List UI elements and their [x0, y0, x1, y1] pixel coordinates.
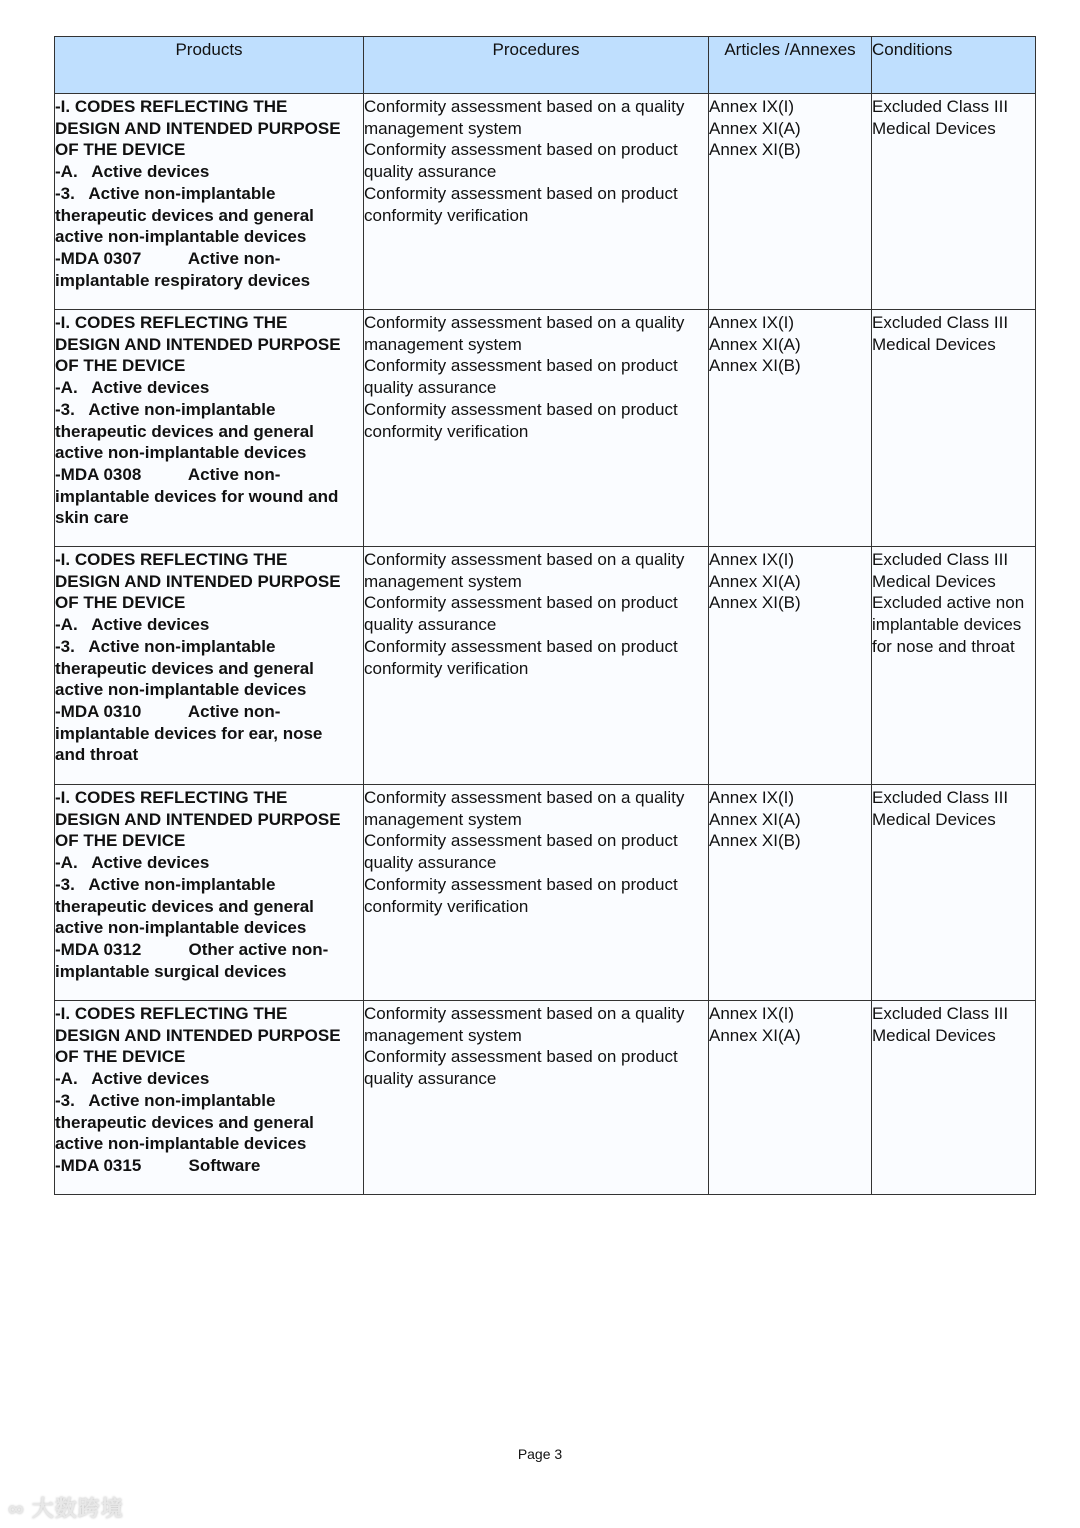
products-line: OF THE DEVICE: [55, 1047, 186, 1067]
procedures-line: quality assurance: [364, 853, 497, 873]
products-line: -MDA 0310 Active non-: [55, 701, 281, 721]
products-line: active non-implantable devices: [55, 1134, 307, 1154]
products-line: -3. Active non-implantable: [55, 874, 276, 894]
procedures-line: conformity verification: [364, 658, 529, 678]
conditions-line: for nose and throat: [872, 636, 1015, 656]
procedures-line: conformity verification: [364, 205, 529, 225]
header-conditions: Conditions: [872, 37, 1036, 94]
annexes-line: Annex XI(B): [709, 831, 801, 851]
procedures-cell: [364, 785, 709, 1001]
procedures-line: Conformity assessment based on product: [364, 399, 678, 419]
conditions-line: Excluded Class III: [872, 313, 1009, 332]
annexes-cell: [709, 94, 872, 310]
procedures-line: management system: [364, 809, 522, 829]
products-line: -MDA 0308 Active non-: [55, 464, 281, 484]
products-line: and throat: [55, 745, 139, 765]
products-line: therapeutic devices and general: [55, 421, 314, 441]
products-line: implantable devices for wound and: [55, 486, 339, 506]
products-line: therapeutic devices and general: [55, 896, 314, 916]
conditions-cell: [872, 547, 1036, 785]
products-line: -I. CODES REFLECTING THE: [55, 97, 288, 116]
products-line: -A. Active devices: [55, 378, 210, 398]
products-line: -MDA 0315 Software: [55, 1155, 261, 1175]
procedures-cell: [364, 94, 709, 310]
procedures-line: Conformity assessment based on product: [364, 356, 678, 376]
products-line: implantable surgical devices: [55, 961, 287, 981]
conformity-table: [54, 36, 1036, 1195]
products-line: skin care: [55, 508, 129, 528]
conditions-line: Excluded Class III: [872, 97, 1009, 116]
annexes-cell: [709, 547, 872, 785]
products-line: active non-implantable devices: [55, 918, 307, 938]
annexes-line: Annex IX(I): [709, 550, 795, 569]
procedures-cell: [364, 310, 709, 547]
products-line: DESIGN AND INTENDED PURPOSE: [55, 809, 341, 829]
annexes-cell: [709, 310, 872, 547]
products-line: -I. CODES REFLECTING THE: [55, 550, 288, 569]
products-line: -MDA 0307 Active non-: [55, 248, 281, 268]
procedures-line: management system: [364, 334, 522, 354]
procedures-line: Conformity assessment based on a quality: [364, 97, 685, 116]
procedures-cell: [364, 1001, 709, 1195]
procedures-line: Conformity assessment based on a quality: [364, 788, 685, 807]
annexes-line: Annex XI(A): [709, 571, 801, 591]
conditions-line: Medical Devices: [872, 571, 996, 591]
annexes-line: Annex XI(A): [709, 118, 801, 138]
procedures-line: quality assurance: [364, 615, 497, 635]
products-cell: [55, 547, 364, 785]
annexes-line: Annex XI(B): [709, 593, 801, 613]
header-procedures: Procedures: [364, 37, 709, 94]
annexes-line: Annex XI(B): [709, 140, 801, 160]
header-row: [55, 37, 1036, 94]
procedures-line: conformity verification: [364, 421, 529, 441]
products-line: OF THE DEVICE: [55, 593, 186, 613]
products-line: OF THE DEVICE: [55, 356, 186, 376]
procedures-line: Conformity assessment based on product: [364, 874, 678, 894]
watermark-logo: ∞ 大数跨境: [8, 1496, 124, 1521]
page-number: Page 3: [517, 1446, 563, 1462]
procedures-line: Conformity assessment based on product: [364, 140, 678, 160]
products-cell: [55, 310, 364, 547]
procedures-line: Conformity assessment based on a quality: [364, 550, 685, 569]
products-line: -A. Active devices: [55, 1069, 210, 1089]
products-line: therapeutic devices and general: [55, 658, 314, 678]
procedures-line: Conformity assessment based on product: [364, 636, 678, 656]
procedures-line: quality assurance: [364, 162, 497, 182]
annexes-line: Annex XI(A): [709, 1025, 801, 1045]
procedures-line: Conformity assessment based on product: [364, 1047, 678, 1067]
products-line: -A. Active devices: [55, 853, 210, 873]
annexes-line: Annex IX(I): [709, 788, 795, 807]
conditions-line: Excluded Class III: [872, 550, 1009, 569]
products-line: -I. CODES REFLECTING THE: [55, 788, 288, 807]
table-row: [55, 1001, 1036, 1195]
products-cell: [55, 1001, 364, 1195]
products-line: -3. Active non-implantable: [55, 1090, 276, 1110]
annexes-line: Annex XI(B): [709, 356, 801, 376]
products-line: -MDA 0312 Other active non-: [55, 939, 329, 959]
procedures-line: Conformity assessment based on a quality: [364, 1004, 685, 1023]
conditions-line: Excluded active non: [872, 593, 1025, 613]
conditions-line: Medical Devices: [872, 334, 996, 354]
table-row: [55, 94, 1036, 310]
annexes-line: Annex IX(I): [709, 97, 795, 116]
procedures-line: management system: [364, 1025, 522, 1045]
procedures-line: Conformity assessment based on product: [364, 831, 678, 851]
annexes-line: Annex XI(A): [709, 334, 801, 354]
products-line: implantable devices for ear, nose: [55, 723, 323, 743]
products-line: OF THE DEVICE: [55, 831, 186, 851]
products-cell: [55, 785, 364, 1001]
products-line: -A. Active devices: [55, 615, 210, 635]
products-line: OF THE DEVICE: [55, 140, 186, 160]
products-line: -I. CODES REFLECTING THE: [55, 1004, 288, 1023]
products-line: therapeutic devices and general: [55, 1112, 314, 1132]
products-line: active non-implantable devices: [55, 443, 307, 463]
table-row: [55, 785, 1036, 1001]
header-annexes: Articles /Annexes: [709, 37, 872, 94]
annexes-cell: [709, 1001, 872, 1195]
products-line: -A. Active devices: [55, 162, 210, 182]
annexes-line: Annex IX(I): [709, 1004, 795, 1023]
conditions-line: Excluded Class III: [872, 788, 1009, 807]
products-line: DESIGN AND INTENDED PURPOSE: [55, 571, 341, 591]
procedures-line: quality assurance: [364, 378, 497, 398]
products-line: -3. Active non-implantable: [55, 183, 276, 203]
products-line: active non-implantable devices: [55, 680, 307, 700]
table-row: [55, 310, 1036, 547]
procedures-line: Conformity assessment based on a quality: [364, 313, 685, 332]
products-line: -3. Active non-implantable: [55, 636, 276, 656]
conditions-line: Excluded Class III: [872, 1004, 1009, 1023]
conditions-line: Medical Devices: [872, 809, 996, 829]
conditions-cell: [872, 785, 1036, 1001]
conditions-line: implantable devices: [872, 615, 1022, 635]
procedures-line: quality assurance: [364, 1069, 497, 1089]
conditions-cell: [872, 310, 1036, 547]
procedures-line: conformity verification: [364, 896, 529, 916]
products-line: DESIGN AND INTENDED PURPOSE: [55, 1025, 341, 1045]
annexes-cell: [709, 785, 872, 1001]
procedures-line: Conformity assessment based on product: [364, 183, 678, 203]
products-line: active non-implantable devices: [55, 227, 307, 247]
conditions-line: Medical Devices: [872, 1025, 996, 1045]
products-line: DESIGN AND INTENDED PURPOSE: [55, 118, 341, 138]
products-line: DESIGN AND INTENDED PURPOSE: [55, 334, 341, 354]
conditions-line: Medical Devices: [872, 118, 996, 138]
products-line: -I. CODES REFLECTING THE: [55, 313, 288, 332]
products-line: therapeutic devices and general: [55, 205, 314, 225]
procedures-line: Conformity assessment based on product: [364, 593, 678, 613]
conditions-cell: [872, 1001, 1036, 1195]
procedures-cell: [364, 547, 709, 785]
header-products: Products: [55, 37, 364, 94]
conditions-cell: [872, 94, 1036, 310]
products-cell: [55, 94, 364, 310]
annexes-line: Annex IX(I): [709, 313, 795, 332]
products-line: implantable respiratory devices: [55, 270, 311, 290]
annexes-line: Annex XI(A): [709, 809, 801, 829]
procedures-line: management system: [364, 118, 522, 138]
products-line: -3. Active non-implantable: [55, 399, 276, 419]
table-row: [55, 547, 1036, 785]
procedures-line: management system: [364, 571, 522, 591]
